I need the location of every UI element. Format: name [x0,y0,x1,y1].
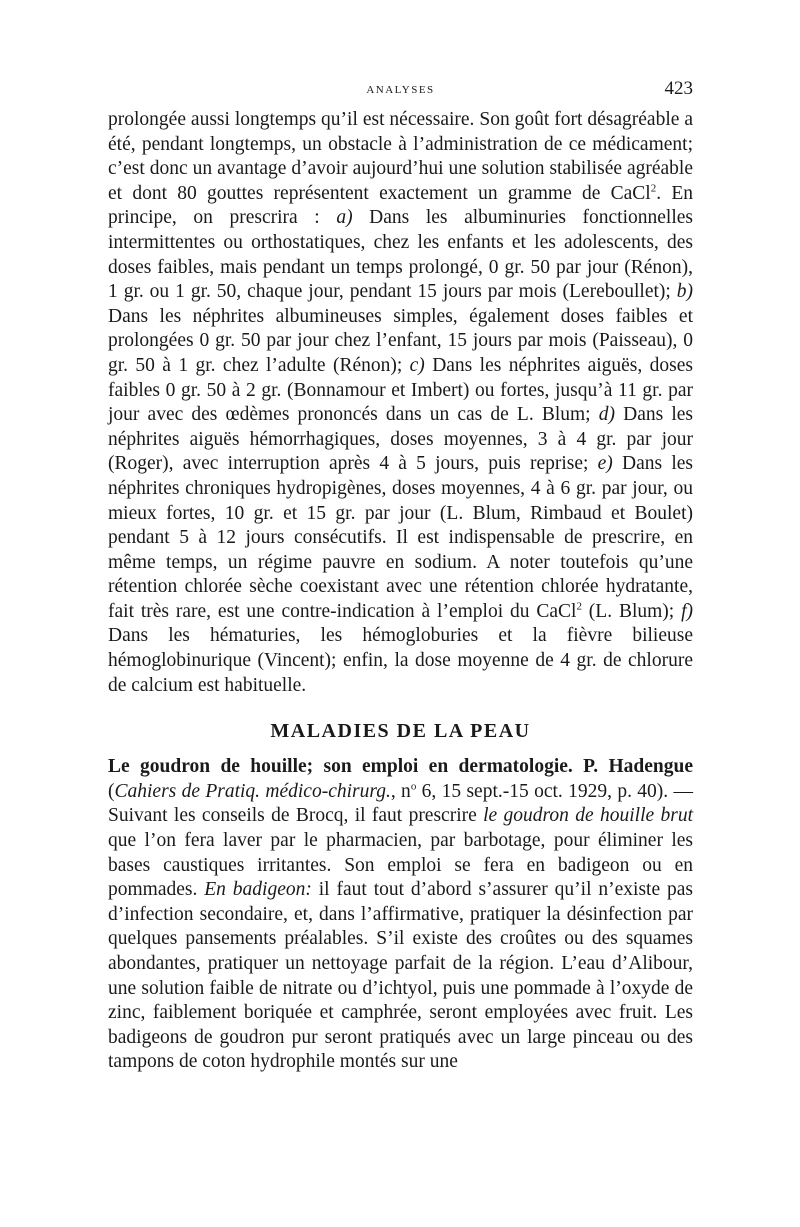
running-title: ANALYSES [366,84,435,96]
section-heading: MALADIES DE LA PEAU [270,720,531,743]
page-number: 423 [664,78,693,99]
running-head [108,78,693,108]
paragraph-goudron: Le goudron de houille; son emploi en dermatologie. P. Hadengue (Cahiers de Pratiq. médico-chirurg., $n^o$ 6, 15 sept.-15 oct. 1929, p. 40). — Suivant les conseils de Brocq, il faut prescrire le goudron de houille brut que l’on fera laver par le pharmacien, par barbotage, pour éliminer les bases caustiques irritantes. Son emploi se fera en badigeon ou en pommades. En badigeon: il faut tout d’abord s’assurer qu’il n’existe pas d’infection secondaire, et, dans l’affirmative, pratiquer la désinfection par quelques pansements préalables. S’il existe des croûtes ou des squames abondantes, pratiquer un nettoyage parfait de la région. L’eau d’Alibour, une solution faible de nitrate ou d’ichtyol, puis une pommade à l’oxyde de zinc, faiblement boriquée et camphrée, seront employées avec fruit. Les badigeons de goudron pur seront pratiqués avec un large pinceau ou des tampons de coton hydrophile montés sur une [108,756,693,1073]
journal-name: Cahiers de Pratiq. médico-chirurg. [114,780,391,802]
page [108,78,693,1075]
paragraph-calcium-chloride: prolongée aussi longtemps qu’il est nécessaire. Son goût fort désagréable a été, pendant longtemps, un obstacle à l’administration de ce médicament; c’est donc un avantage d’avoir aujourd’hui une solution stabilisée agréable et dont 80 gouttes représentent exactement un gramme de CaCl$^2$. En principe, on prescrira : a) Dans les albuminuries fonctionnelles intermittentes ou orthostatiques, chez les enfants et les adolescents, des doses faibles, mais pendant un temps prolongé, 0 gr. 50 par jour (Rénon), 1 gr. ou 1 gr. 50, chaque jour, pendant 15 jours par mois (Lereboullet); b) Dans les néphrites albumineuses simples, également doses faibles et prolongées 0 gr. 50 par jour chez l’enfant, 15 jours par mois (Paisseau), 0 gr. 50 à 1 gr. chez l’adulte (Rénon); c) Dans les néphrites aiguës, doses faibles 0 gr. 50 à 2 gr. (Bonnamour et Imbert) ou fortes, jusqu’à 11 gr. par jour avec des œdèmes prononcés dans un cas de L. Blum; d) Dans les néphrites aiguës hémorrhagiques, doses moyennes, 3 à 4 gr. par jour (Roger), avec interruption après 4 à 5 jours, puis reprise; e) Dans les néphrites chroniques hydropigènes, doses moyennes, 4 à 6 gr. par jour, ou mieux fortes, 10 gr. et 15 gr. par jour (L. Blum, Rimbaud et Boulet) pendant 5 à 12 jours consécutifs. Il est indispensable de prescrire, en même temps, un régime pauvre en sodium. A noter toutefois qu’une rétention chlorée sèche coexistant avec une rétention chlorée hydratante, fait très rare, est une contre-indication à l’emploi du CaCl$^2$ (L. Blum); f) Dans les hématuries, les hémogloburies et la fièvre bilieuse hémoglobinurique (Vincent); enfin, la dose moyenne de 4 gr. de chlorure de calcium est habituelle. [108,109,693,696]
article-title: Le goudron de houille; son emploi en dermatologie. P. Hadengue [108,756,693,778]
